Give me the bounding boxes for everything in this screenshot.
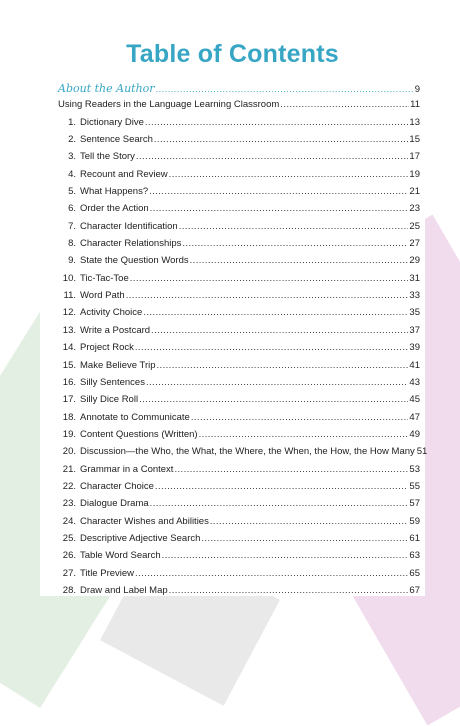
toc-entry-page: 65 <box>409 567 420 579</box>
dot-leader <box>174 464 408 475</box>
toc-entry[interactable] <box>58 446 428 463</box>
toc-entry-number: 2. <box>68 134 76 146</box>
toc-entry-label <box>58 203 149 214</box>
toc-entry-number: 12. <box>62 307 76 319</box>
dot-leader <box>135 568 408 579</box>
toc-entry-title: Word Path <box>80 290 125 302</box>
toc-entry[interactable] <box>58 481 420 498</box>
toc-entry-number: 22. <box>62 480 76 492</box>
toc-entry-title: Silly Dice Roll <box>80 394 139 406</box>
toc-entry-number: 1. <box>68 116 76 128</box>
toc-entry[interactable] <box>58 516 420 533</box>
toc-entry-title: Character Wishes and Abilities <box>80 515 209 527</box>
toc-entry-page: 9 <box>414 84 420 95</box>
toc-entry-title: Activity Choice <box>80 307 143 319</box>
toc-entry-label <box>58 550 161 561</box>
toc-entry[interactable] <box>58 290 420 307</box>
toc-entry-label <box>58 498 149 509</box>
toc-entry-label <box>58 221 178 232</box>
toc-entry-label <box>58 516 209 527</box>
toc-entry-page: 31 <box>409 272 420 284</box>
toc-entry-page: 39 <box>409 342 420 354</box>
toc-entry-title: Sentence Search <box>80 134 153 146</box>
toc-entry-number: 26. <box>62 550 76 562</box>
dot-leader <box>130 273 409 284</box>
toc-list <box>58 82 428 602</box>
toc-entry-title: Descriptive Adjective Search <box>80 532 201 544</box>
toc-entry-title: Content Questions (Written) <box>80 428 198 440</box>
dot-leader <box>201 533 408 544</box>
toc-entry-page: 23 <box>409 203 420 215</box>
toc-entry-title: Draw and Label Map <box>80 584 168 596</box>
toc-entry-title: Silly Sentences <box>80 376 145 388</box>
toc-entry-label <box>58 325 150 336</box>
toc-entry-label <box>58 360 156 371</box>
toc-entry-number: 17. <box>62 394 76 406</box>
toc-entry-label <box>58 117 144 128</box>
toc-entry-label <box>58 429 198 440</box>
toc-entry-page: 49 <box>409 428 420 440</box>
toc-entry-title: Project Rock <box>80 342 134 354</box>
dot-leader <box>150 203 409 214</box>
toc-entry[interactable] <box>58 169 420 186</box>
toc-entry-number: 24. <box>62 515 76 527</box>
toc-entry-title: Character Relationships <box>80 238 182 250</box>
dot-leader <box>280 99 409 110</box>
toc-entry-page: 37 <box>409 324 420 336</box>
toc-entry-page: 59 <box>409 515 420 527</box>
toc-entry-number: 8. <box>68 238 76 250</box>
toc-entry[interactable] <box>58 360 420 377</box>
toc-entry-title: About the Author <box>58 82 155 95</box>
toc-entry-page: 63 <box>409 550 420 562</box>
dot-leader <box>143 307 408 318</box>
toc-entry[interactable] <box>58 325 420 342</box>
toc-entry-number: 25. <box>62 532 76 544</box>
dot-leader <box>199 429 409 440</box>
toc-entry[interactable] <box>58 394 420 411</box>
dot-leader <box>190 255 409 266</box>
toc-entry-number: 7. <box>68 220 76 232</box>
toc-entry-number: 13. <box>62 324 76 336</box>
toc-entry-number: 6. <box>68 203 76 215</box>
toc-entry-page: 15 <box>409 134 420 146</box>
dot-leader <box>135 342 409 353</box>
toc-entry[interactable] <box>58 151 420 168</box>
toc-entry-label <box>58 412 190 423</box>
toc-entry-page: 47 <box>409 411 420 423</box>
toc-entry-label <box>58 342 134 353</box>
toc-entry-page: 57 <box>409 498 420 510</box>
toc-entry-title: Table Word Search <box>80 550 161 562</box>
toc-entry[interactable] <box>58 550 420 567</box>
dot-leader <box>157 360 409 371</box>
dot-leader <box>154 134 409 145</box>
toc-entry-number: 10. <box>62 272 76 284</box>
toc-entry-label <box>58 464 173 475</box>
toc-entry-page: 41 <box>409 359 420 371</box>
toc-entry[interactable] <box>58 117 420 134</box>
toc-entry[interactable] <box>58 429 420 446</box>
toc-entry[interactable] <box>58 342 420 359</box>
toc-entry[interactable] <box>58 99 420 116</box>
toc-entry-number: 5. <box>68 186 76 198</box>
toc-entry[interactable] <box>58 533 420 550</box>
toc-entry-label <box>58 307 142 318</box>
toc-entry[interactable] <box>58 203 420 220</box>
toc-entry-label <box>58 273 129 284</box>
toc-entry-label <box>58 394 138 405</box>
dot-leader <box>162 550 409 561</box>
toc-entry-page: 33 <box>409 290 420 302</box>
toc-entry-label <box>58 533 200 544</box>
toc-entry-label <box>58 99 279 110</box>
toc-entry-number: 11. <box>63 290 76 302</box>
toc-entry-page: 67 <box>409 584 420 596</box>
toc-entry-title: Character Choice <box>80 480 154 492</box>
toc-entry-number: 23. <box>62 498 76 510</box>
toc-entry-number: 16. <box>62 376 76 388</box>
dot-leader <box>169 169 409 180</box>
dot-leader <box>210 516 409 527</box>
toc-entry-title: Grammar in a Context <box>80 463 174 475</box>
dot-leader <box>145 117 409 128</box>
toc-entry-label <box>58 568 134 579</box>
dot-leader <box>191 412 409 423</box>
toc-entry-page: 35 <box>409 307 420 319</box>
toc-entry-number: 28. <box>62 584 76 596</box>
toc-entry[interactable] <box>58 255 420 272</box>
toc-entry-title: Discussion—the Who, the What, the Where, the When, the How, the How Many <box>80 446 415 458</box>
toc-entry-label <box>58 186 148 197</box>
toc-entry[interactable] <box>58 585 420 602</box>
toc-entry-title: State the Question Words <box>80 255 189 267</box>
dot-leader <box>182 238 408 249</box>
toc-entry-label <box>58 238 181 249</box>
toc-entry-page: 43 <box>409 376 420 388</box>
toc-entry-number: 3. <box>68 151 76 163</box>
toc-entry-page: 55 <box>409 480 420 492</box>
toc-entry[interactable] <box>58 377 420 394</box>
toc-entry-title: Dictionary Dive <box>80 116 144 128</box>
dot-leader <box>126 290 409 301</box>
toc-entry-title: Order the Action <box>80 203 149 215</box>
toc-entry-label <box>58 585 168 596</box>
toc-entry-number: 18. <box>62 411 76 423</box>
toc-entry-number: 15. <box>62 359 76 371</box>
toc-entry[interactable] <box>58 464 420 481</box>
toc-entry-number: 21. <box>62 463 76 475</box>
toc-entry-label <box>58 169 168 180</box>
toc-entry-page: 61 <box>409 532 420 544</box>
dot-leader <box>146 377 408 388</box>
toc-entry-page: 11 <box>410 99 420 111</box>
toc-entry-page: 53 <box>409 463 420 475</box>
toc-entry-page: 17 <box>409 151 420 163</box>
toc-entry-label <box>58 134 153 145</box>
toc-entry[interactable] <box>58 412 420 429</box>
toc-entry[interactable] <box>58 134 420 151</box>
toc-entry-page: 51 <box>416 446 428 458</box>
toc-entry-title: Tell the Story <box>80 151 135 163</box>
toc-entry-label <box>58 82 155 95</box>
toc-entry-number: 27. <box>62 567 76 579</box>
toc-entry-number: 19. <box>62 428 76 440</box>
toc-entry[interactable] <box>58 221 420 238</box>
toc-entry-page: 13 <box>409 116 420 128</box>
dot-leader <box>155 481 409 492</box>
page-title: Table of Contents <box>126 40 339 68</box>
toc-entry-title: Make Believe Trip <box>80 359 156 371</box>
toc-entry[interactable] <box>58 82 420 99</box>
toc-entry[interactable] <box>58 307 420 324</box>
dot-leader <box>136 151 409 162</box>
toc-entry-title: What Happens? <box>80 186 149 198</box>
dot-leader <box>169 585 409 596</box>
toc-entry-page: 21 <box>409 186 420 198</box>
dot-leader <box>156 84 414 95</box>
toc-entry[interactable] <box>58 498 420 515</box>
toc-entry-page: 27 <box>409 238 420 250</box>
toc-entry[interactable] <box>58 186 420 203</box>
toc-entry-label <box>58 446 415 457</box>
toc-entry-title: Title Preview <box>80 567 135 579</box>
toc-entry-title: Recount and Review <box>80 168 168 180</box>
toc-entry-label <box>58 377 145 388</box>
toc-entry-page: 19 <box>409 168 420 180</box>
toc-entry-label <box>58 255 189 266</box>
toc-entry-number: 20. <box>62 446 76 458</box>
toc-entry[interactable] <box>58 568 420 585</box>
contents-panel <box>40 30 428 596</box>
toc-entry-label <box>58 481 154 492</box>
dot-leader <box>150 498 409 509</box>
toc-entry-title: Annotate to Communicate <box>80 411 190 423</box>
dot-leader <box>149 186 408 197</box>
toc-entry-page: 29 <box>409 255 420 267</box>
toc-entry[interactable] <box>58 238 420 255</box>
toc-entry-label <box>58 290 125 301</box>
toc-entry-number: 9. <box>68 255 76 267</box>
toc-entry-label <box>58 151 135 162</box>
dot-leader <box>151 325 408 336</box>
toc-entry-number: 4. <box>68 168 76 180</box>
toc-entry-title: Tic-Tac-Toe <box>80 272 129 284</box>
toc-entry-page: 25 <box>409 220 420 232</box>
toc-entry-title: Write a Postcard <box>80 324 151 336</box>
toc-entry[interactable] <box>58 273 420 290</box>
toc-entry-title: Character Identification <box>80 220 178 232</box>
dot-leader <box>139 394 408 405</box>
toc-entry-page: 45 <box>409 394 420 406</box>
dot-leader <box>179 221 409 232</box>
toc-entry-number: 14. <box>62 342 76 354</box>
toc-entry-title: Dialogue Drama <box>80 498 149 510</box>
toc-entry-title: Using Readers in the Language Learning Classroom <box>58 99 280 111</box>
